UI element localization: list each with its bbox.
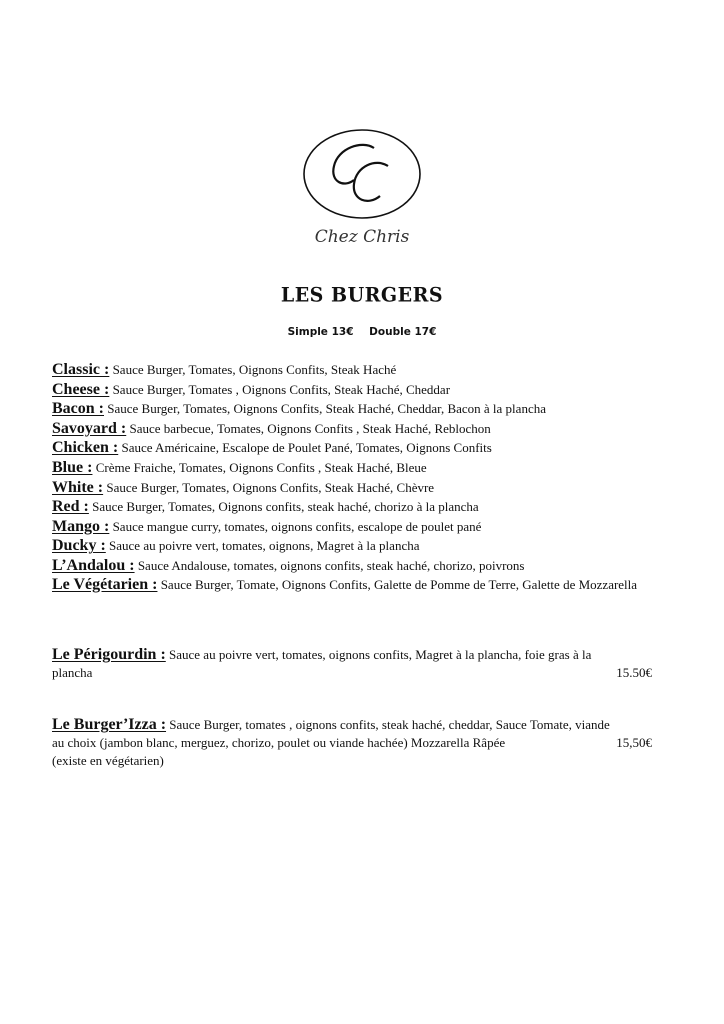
menu-item-bacon <box>52 399 662 419</box>
menu-item-red <box>52 497 662 517</box>
item-name: Red : <box>52 498 89 516</box>
item-name: White : <box>52 478 104 496</box>
item-desc: Sauce Burger, Tomate, Oignons Confits, Galette de Pomme de Terre, Galette de Mozzarella <box>157 576 638 592</box>
item-desc: Sauce mangue curry, tomates, oignons confits, escalope de poulet pané <box>109 518 482 534</box>
page-title: LES BURGERS <box>280 283 444 307</box>
item-name: Savoyard : <box>52 419 127 437</box>
item-desc: Sauce Burger, Tomates , Oignons Confits, Steak Haché, Cheddar <box>109 381 451 397</box>
menu-item-classic <box>52 360 662 380</box>
menu-item-white <box>52 478 662 498</box>
svg-text:Chez Chris: Chez Chris <box>314 227 410 247</box>
chez-chris-logo <box>302 128 422 248</box>
menu-item-andalou <box>52 556 662 576</box>
item-desc: Sauce Burger, Tomates, Oignons Confits, Steak Haché, Chèvre <box>103 479 435 495</box>
item-desc-continued: plancha <box>52 665 93 680</box>
price-simple: Simple 13€ <box>287 326 354 338</box>
item-desc: Sauce barbecue, Tomates, Oignons Confits , Steak Haché, Reblochon <box>126 420 491 436</box>
monogram-icon <box>302 128 422 248</box>
item-name: Bacon : <box>52 400 104 418</box>
item-name: L’Andalou : <box>52 556 135 574</box>
item-desc: Sauce Burger, Tomates, Oignons Confits, Steak Haché, Cheddar, Bacon à la plancha <box>104 401 546 417</box>
item-name: Cheese : <box>52 380 110 398</box>
item-name: Mango : <box>52 517 110 535</box>
item-desc: Sauce au poivre vert, tomates, oignons confits, Magret à la plancha, foie gras à la <box>165 647 592 662</box>
item-note: (existe en végétarien) <box>52 753 164 768</box>
price-double: Double 17€ <box>369 326 437 338</box>
item-name: Le Végétarien : <box>52 575 158 593</box>
menu-item-cheese <box>52 380 662 400</box>
menu-item-savoyard <box>52 419 662 439</box>
item-price: 15,50€ <box>616 735 652 750</box>
base-prices <box>0 326 724 338</box>
menu-item-mango <box>52 517 662 537</box>
menu-item-vegetarien <box>52 576 662 594</box>
menu-item-ducky <box>52 536 662 556</box>
item-desc: Crème Fraiche, Tomates, Oignons Confits , Steak Haché, Bleue <box>92 459 427 475</box>
item-name: Ducky : <box>52 537 106 555</box>
menu-item-blue <box>52 458 662 478</box>
item-name: Classic : <box>52 361 110 378</box>
item-price: 15.50€ <box>616 665 652 680</box>
menu-item-perigourdin <box>52 646 652 682</box>
item-desc-continued: au choix (jambon blanc, merguez, chorizo, poulet ou viande hachée) Mozzarella Râpée <box>52 735 506 750</box>
menu-item-burgerizza <box>52 716 652 770</box>
item-name: Le Burger’Izza : <box>52 716 167 733</box>
item-name: Blue : <box>52 458 93 476</box>
item-desc: Sauce Américaine, Escalope de Poulet Pané, Tomates, Oignons Confits <box>118 440 492 456</box>
item-desc: Sauce Burger, Tomates, Oignons confits, steak haché, chorizo à la plancha <box>88 499 479 515</box>
item-desc: Sauce au poivre vert, tomates, oignons, Magret à la plancha <box>105 538 420 554</box>
item-desc: Sauce Andalouse, tomates, oignons confits, steak haché, chorizo, poivrons <box>134 557 525 573</box>
item-desc: Sauce Burger, tomates , oignons confits, steak haché, cheddar, Sauce Tomate, viande <box>166 717 610 732</box>
burger-list <box>52 360 662 594</box>
item-name: Le Périgourdin : <box>52 646 166 663</box>
item-name: Chicken : <box>52 439 119 457</box>
item-desc: Sauce Burger, Tomates, Oignons Confits, Steak Haché <box>109 362 397 377</box>
menu-item-chicken <box>52 438 662 458</box>
